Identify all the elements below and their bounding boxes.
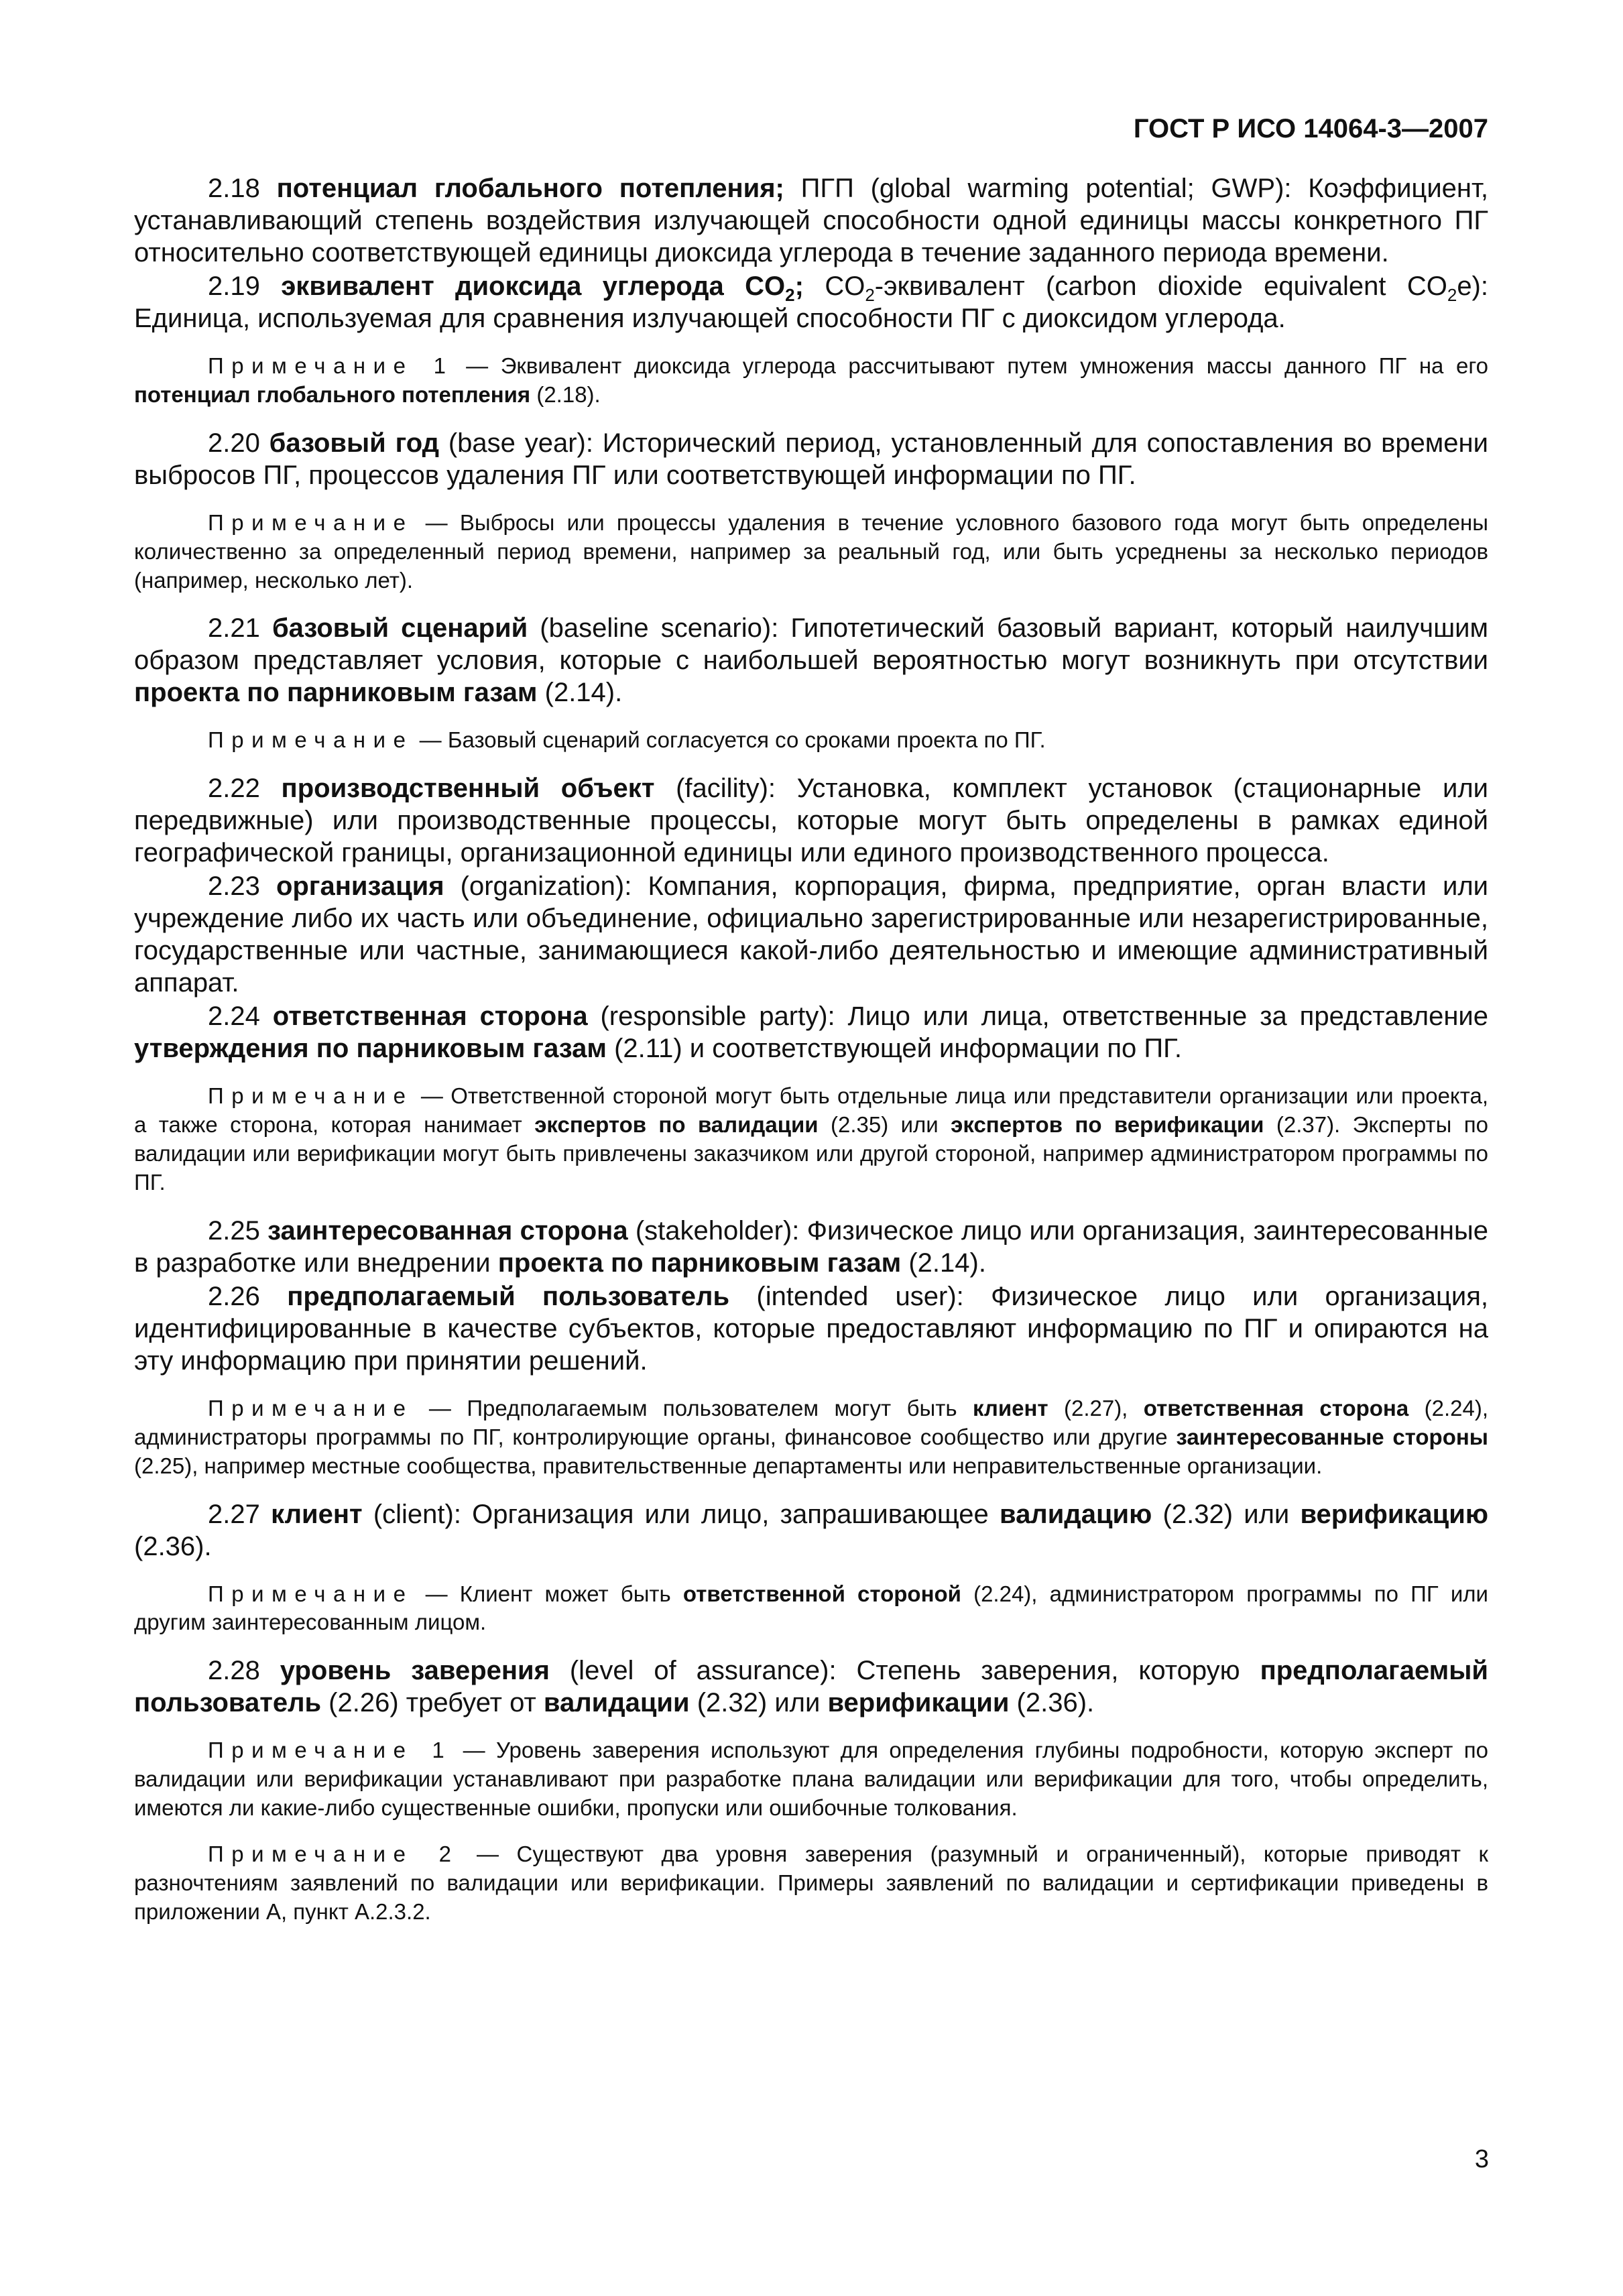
text-run: (stakeholder): Физическое лицо или организация, заинтересованные в разработке или внедрении bbox=[134, 1215, 1488, 1278]
text-run: 2.22 bbox=[208, 774, 282, 804]
bold-term: потенциал глобального потепления; bbox=[276, 174, 784, 203]
note-paragraph bbox=[134, 1840, 1488, 1927]
bold-term: экспертов по верификации bbox=[951, 1112, 1264, 1138]
text-run: — Эквивалент диоксида углерода рассчитывают путем умножения массы данного ПГ на его bbox=[453, 353, 1488, 378]
text-run: (2.35) или bbox=[818, 1112, 951, 1138]
text-run: — Уровень заверения используют для определения глубины подробности, которую эксперт по валидации или верификации устанавливают при разработке плана валидации или верификации для того, чтобы определить, имеются ли какие-либо существенные ошибки, пропуски или ошибочные толкования. bbox=[134, 1738, 1488, 1821]
subscript-text: 2 bbox=[865, 285, 875, 305]
text-run: (2.11) и соответствующей информации по ПГ. bbox=[607, 1034, 1182, 1064]
text-run: (2.36). bbox=[1009, 1688, 1095, 1718]
note-label: Примечание 1 bbox=[208, 353, 454, 378]
text-run: (2.18). bbox=[530, 381, 601, 407]
bold-term: заинтересованная сторона bbox=[267, 1215, 628, 1246]
text-run: 2.23 bbox=[208, 871, 276, 902]
note-paragraph bbox=[134, 509, 1488, 595]
term-definition bbox=[134, 427, 1488, 491]
text-run: (2.36). bbox=[134, 1531, 212, 1561]
text-run: CO bbox=[803, 271, 865, 301]
term-definition bbox=[134, 1215, 1488, 1279]
text-run: (2.14). bbox=[537, 678, 623, 708]
term-definition bbox=[134, 172, 1488, 269]
note-paragraph bbox=[134, 1394, 1488, 1481]
text-run: (2.24), администратором программы по ПГ или другим заинтересованным лицом. bbox=[134, 1581, 1488, 1635]
note-paragraph bbox=[134, 1082, 1488, 1197]
text-run: 2.27 bbox=[208, 1499, 272, 1529]
term-definition bbox=[134, 270, 1488, 335]
document-body bbox=[134, 172, 1488, 1927]
text-run: 2.18 bbox=[208, 174, 277, 203]
note-paragraph bbox=[134, 352, 1488, 410]
bold-term: верификацию bbox=[1300, 1499, 1489, 1529]
text-run: (baseline scenario): Гипотетический базовый вариант, который наилучшим образом представляет условия, которые с наибольшей вероятностью могут возникнуть при отсутствии bbox=[134, 613, 1489, 676]
text-run: 2.19 bbox=[208, 271, 282, 301]
text-run: 2.28 bbox=[208, 1656, 280, 1686]
note-label: Примечание bbox=[208, 1581, 414, 1606]
note-paragraph bbox=[134, 1736, 1488, 1823]
text-run: — Предполагаемым пользователем могут быть bbox=[413, 1395, 973, 1421]
bold-term: уровень заверения bbox=[280, 1656, 550, 1686]
note-label: Примечание 2 bbox=[208, 1841, 459, 1867]
term-definition bbox=[134, 772, 1488, 869]
bold-term: базовый год bbox=[269, 428, 440, 458]
bold-term: эквивалент диоксида углерода CO bbox=[281, 271, 786, 301]
bold-term: клиент bbox=[271, 1499, 363, 1529]
term-definition bbox=[134, 870, 1488, 999]
text-run: (facility): Установка, комплект установок (стационарные или передвижные) или производственные процессы, которые могут быть определены в рамках единой географической границы, организационной единицы или единого производственного процесса. bbox=[134, 774, 1489, 868]
text-run: (organization): Компания, корпорация, фирма, предприятие, орган власти или учреждение либо их часть или объединение, официально зарегистрированные или незарегистрированные, государственные или частные, занимающиеся какой-либо деятельностью и имеющие административный аппарат. bbox=[134, 871, 1489, 998]
bold-term: проекта по парниковым газам bbox=[134, 678, 538, 708]
text-run: 2.21 bbox=[208, 613, 272, 644]
text-run: (base year): Исторический период, установленный для сопоставления во времени выбросов ПГ, процессов удаления ПГ или соответствующей информации по ПГ. bbox=[134, 428, 1488, 490]
bold-term: ответственная сторона bbox=[272, 1002, 588, 1032]
text-run: e): Единица, используемая для сравнения излучающей способности ПГ с диоксидом углерода. bbox=[134, 271, 1488, 333]
term-definition bbox=[134, 1654, 1488, 1719]
bold-term: потенциал глобального потепления bbox=[134, 381, 531, 407]
text-run: 2.25 bbox=[208, 1215, 268, 1246]
text-run: — Клиент может быть bbox=[413, 1581, 683, 1606]
document-page bbox=[134, 114, 1488, 1944]
note-paragraph bbox=[134, 1580, 1488, 1638]
text-run: 2.24 bbox=[208, 1002, 273, 1032]
term-definition bbox=[134, 1280, 1488, 1377]
bold-term: ; bbox=[794, 271, 804, 301]
text-run: (level of assurance): Степень заверения, которую bbox=[549, 1656, 1260, 1686]
bold-term: заинтересованные стороны bbox=[1176, 1424, 1488, 1449]
document-header: ГОСТ Р ИСО 14064-3—2007 bbox=[1133, 114, 1488, 143]
bold-term: базовый сценарий bbox=[272, 613, 528, 644]
term-definition bbox=[134, 1498, 1488, 1563]
text-run: (intended user): Физическое лицо или организация, идентифицированные в качестве субъектов, которые предоставляют информацию по ПГ и опираются на эту информацию при принятии решений. bbox=[134, 1281, 1489, 1376]
bold-term: ответственной стороной bbox=[682, 1581, 961, 1606]
note-label: Примечание bbox=[208, 509, 414, 535]
term-definition bbox=[134, 1000, 1488, 1065]
text-run: (2.27), bbox=[1048, 1395, 1144, 1421]
text-run: 2.20 bbox=[208, 428, 269, 458]
bold-term: верификации bbox=[827, 1688, 1010, 1718]
text-run: (2.25), например местные сообщества, правительственные департаменты или неправительственные организации. bbox=[134, 1453, 1323, 1478]
bold-term: утверждения по парниковым газам bbox=[134, 1034, 607, 1064]
text-run: (client): Организация или лицо, запрашивающее bbox=[362, 1499, 1000, 1529]
text-run: (2.26) требует от bbox=[321, 1688, 544, 1718]
text-run: -эквивалент (carbon dioxide equivalent CO bbox=[874, 271, 1447, 301]
subscript-text: 2 bbox=[785, 285, 795, 305]
note-paragraph bbox=[134, 726, 1488, 755]
page-number: 3 bbox=[1474, 2145, 1489, 2173]
text-run: 2.26 bbox=[208, 1281, 288, 1311]
bold-term: проекта по парниковым газам bbox=[497, 1248, 902, 1278]
bold-term: организация bbox=[276, 871, 444, 902]
bold-term: валидацию bbox=[1000, 1499, 1152, 1529]
text-run: (2.14). bbox=[901, 1248, 986, 1278]
note-label: Примечание bbox=[208, 1083, 414, 1109]
note-label: Примечание bbox=[208, 1395, 414, 1421]
bold-term: клиент bbox=[972, 1395, 1048, 1421]
term-definition bbox=[134, 612, 1488, 709]
bold-term: экспертов по валидации bbox=[534, 1112, 819, 1138]
bold-term: валидации bbox=[543, 1688, 690, 1718]
bold-term: производственный объект bbox=[281, 774, 655, 804]
text-run: (2.32) или bbox=[689, 1688, 828, 1718]
text-run: — Ответственной стороной могут быть отдельные лица или представители организации или проекта, а также сторона, которая нанимает bbox=[134, 1083, 1488, 1138]
text-run: — Выбросы или процессы удаления в течение условного базового года могут быть определены количественно за определенный период времени, например за реальный год, или быть усреднены за несколько периодов (например, несколько лет). bbox=[134, 509, 1488, 593]
text-run: (2.24), администраторы программы по ПГ, контролирующие органы, финансовое сообщество или другие bbox=[134, 1395, 1488, 1449]
text-run: (2.37). Эксперты по валидации или верификации могут быть привлечены заказчиком или другой стороной, например администратором программы по ПГ. bbox=[134, 1112, 1488, 1195]
text-run: — Существуют два уровня заверения (разумный и ограниченный), которые приводят к разночтениям заявлений по валидации или верификации. Примеры заявлений по валидации и сертификации приведены в приложении А, пункт А.2.3.2. bbox=[134, 1841, 1488, 1924]
note-label: Примечание bbox=[208, 727, 414, 753]
bold-term: предполагаемый пользователь bbox=[134, 1656, 1489, 1718]
bold-term: ответственная сторона bbox=[1143, 1395, 1409, 1421]
note-label: Примечание 1 bbox=[208, 1738, 453, 1763]
text-run: (2.32) или bbox=[1152, 1499, 1301, 1529]
subscript-text: 2 bbox=[1447, 285, 1457, 305]
text-run: (responsible party): Лицо или лица, ответственные за представление bbox=[587, 1002, 1489, 1032]
text-run: ПГП (global warming potential; GWP): Коэффициент, устанавливающий степень воздействия излучающей способности одной единицы массы конкретного ПГ относительно соответствующей единицы диоксида углерода в течение заданного периода времени. bbox=[134, 174, 1489, 267]
text-run: — Базовый сценарий согласуется со сроками проекта по ПГ. bbox=[413, 727, 1046, 753]
bold-term: предполагаемый пользователь bbox=[287, 1281, 730, 1311]
